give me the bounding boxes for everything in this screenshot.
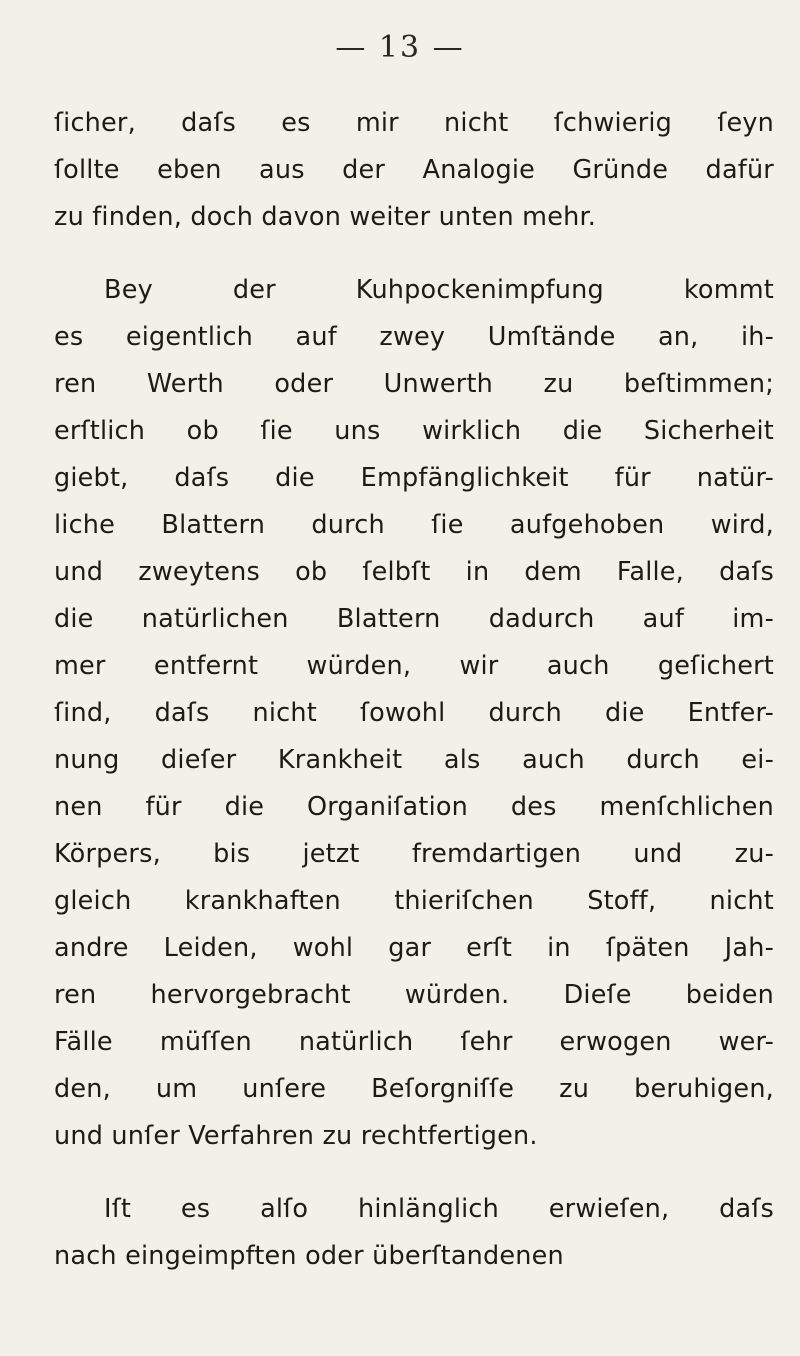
- text-line: liche Blattern durch ſie aufgehoben wird,: [54, 510, 774, 540]
- text-line: nung dieſer Krankheit als auch durch ei-: [54, 745, 774, 775]
- paragraph-3: [54, 1186, 774, 1280]
- text-line: andre Leiden, wohl gar erſt in ſpäten Jah-: [54, 933, 774, 963]
- text-line: und zweytens ob ſelbſt in dem Falle, daſs: [54, 557, 774, 587]
- text-line: nach eingeimpften oder überſtandenen: [54, 1241, 564, 1271]
- text-line: ſind, daſs nicht ſowohl durch die Entfer-: [54, 698, 774, 728]
- text-line: und unſer Verfahren zu rechtfertigen.: [54, 1121, 538, 1151]
- text-line: die natürlichen Blattern dadurch auf im-: [54, 604, 774, 634]
- text-line: Körpers, bis jetzt fremdartigen und zu-: [54, 839, 774, 869]
- paragraph-2: [54, 267, 774, 1160]
- text-line: den, um unſere Beſorgniſſe zu beruhigen,: [54, 1074, 774, 1104]
- text-line: Iſt es alſo hinlänglich erwieſen, daſs: [104, 1194, 774, 1224]
- text-line: giebt, daſs die Empfänglichkeit für natür-: [54, 463, 774, 493]
- body-text: [54, 100, 774, 1280]
- text-line: Fälle müſſen natürlich ſehr erwogen wer-: [54, 1027, 774, 1057]
- text-line: ren Werth oder Unwerth zu beſtimmen;: [54, 369, 774, 399]
- page-number: — 13 —: [335, 30, 465, 65]
- text-line: erſtlich ob ſie uns wirklich die Sicherheit: [54, 416, 774, 446]
- text-line: ſollte eben aus der Analogie Gründe dafür: [54, 155, 774, 185]
- text-line: Bey der Kuhpockenimpfung kommt: [104, 275, 774, 305]
- text-line: ren hervorgebracht würden. Dieſe beiden: [54, 980, 774, 1010]
- text-line: zu finden, doch davon weiter unten mehr.: [54, 202, 597, 232]
- paragraph-1: [54, 100, 774, 241]
- text-line: mer entfernt würden, wir auch geſichert: [54, 651, 774, 681]
- text-line: ſicher, daſs es mir nicht ſchwierig ſeyn: [54, 108, 774, 138]
- text-line: nen für die Organiſation des menſchlichen: [54, 792, 774, 822]
- text-line: gleich krankhaften thieriſchen Stoff, nicht: [54, 886, 774, 916]
- text-line: es eigentlich auf zwey Umſtände an, ih-: [54, 322, 774, 352]
